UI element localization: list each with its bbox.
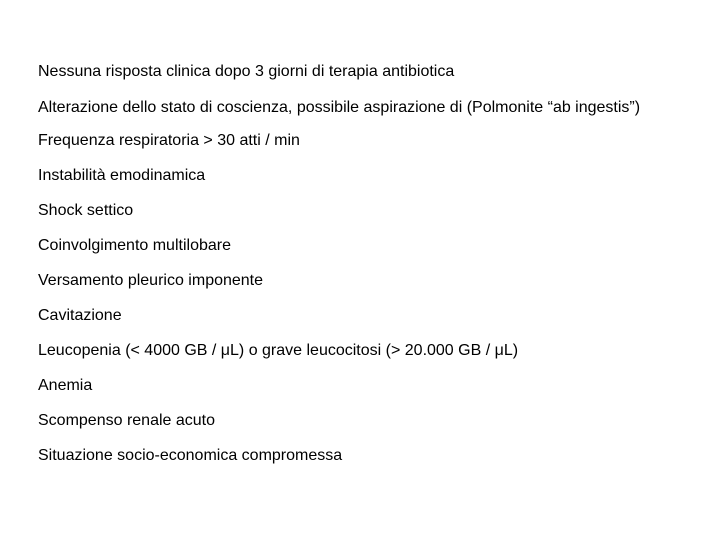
list-item: Anemia (38, 377, 93, 394)
list-item: Instabilità emodinamica (38, 167, 206, 184)
criteria-list (38, 60, 678, 479)
list-item: Situazione socio-economica compromessa (38, 447, 343, 464)
list-item: Frequenza respiratoria > 30 atti / min (38, 132, 300, 149)
list-item: Cavitazione (38, 307, 122, 324)
list-item: Alterazione dello stato di coscienza, possibile aspirazione di (Polmonite “ab ingestis”) (38, 99, 641, 116)
list-item: Nessuna risposta clinica dopo 3 giorni di terapia antibiotica (38, 63, 455, 80)
list-item: Versamento pleurico imponente (38, 272, 264, 289)
list-item: Leucopenia (< 4000 GB / μL) o grave leucocitosi (> 20.000 GB / μL) (38, 342, 519, 359)
list-item: Coinvolgimento multilobare (38, 237, 231, 254)
list-item: Shock settico (38, 202, 134, 219)
list-item: Scompenso renale acuto (38, 412, 215, 429)
